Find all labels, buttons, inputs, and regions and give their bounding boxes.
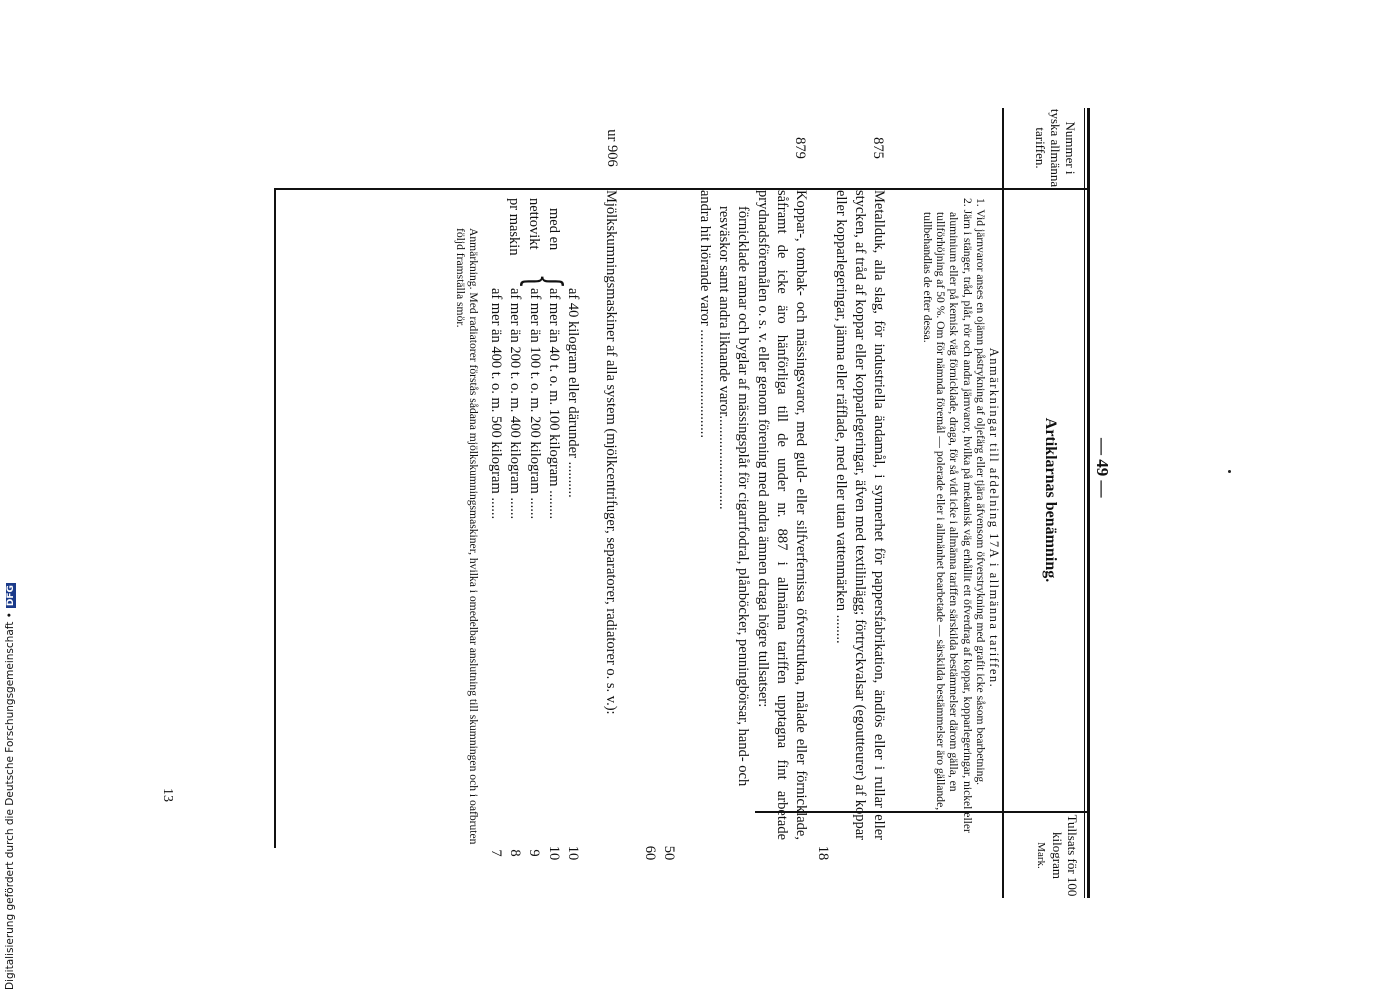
- tariff-number-875: 875: [870, 137, 886, 159]
- header-bottom-rule: [1003, 108, 1005, 898]
- entry-879-text: [695, 190, 810, 840]
- entry-906-sub-3: af mer än 100 t. o. m. 200 kilogram ......: [526, 288, 543, 520]
- dfg-logo: DFG: [6, 585, 16, 607]
- note-17a: [921, 198, 1000, 838]
- entry-906-subs: [486, 288, 582, 848]
- rate-906-4: 8: [507, 849, 523, 857]
- note-17a-item-1: 1. Vid järnvaror anses en ojämn påstrykning af oljefärg eller tjära äfvensom öfverstrykning med grafit icke såsom bearbetning.: [973, 198, 987, 786]
- entry-906-sub-4: af mer än 200 t. o. m. 400 kilogram ......: [507, 288, 524, 520]
- signature-mark: 13: [160, 788, 175, 802]
- tariff-number-906: ur 906: [604, 129, 620, 167]
- header-title-col: Artiklarnas benämning.: [1042, 417, 1059, 583]
- top-double-rule: [1087, 108, 1090, 898]
- curly-brace: {: [516, 273, 572, 289]
- rate-906-2: 10: [546, 845, 562, 861]
- rate-879-sub-1: 50: [661, 845, 677, 861]
- entry-906-description: Mjölkskumningsmaskiner af alla system (mjölkcentrifuger, separatorer, radiatorer o. s. v.):: [603, 190, 619, 715]
- tariff-number-879: 879: [792, 137, 808, 159]
- entry-875-description: Metallduk, alla slag, för industriella ändamål, i synnerhet för pappersfabrikation, ändlös eller i rullar eller stycken, af tråd af koppar eller kopparlegeringar, äfven med textilinlägg; förtryckvalsar (egoutteurer) af koppar eller kopparlegeringar, jämna eller räfflade, med eller utan vattenmärken ........: [832, 190, 887, 840]
- brace-label-2: nettovikt: [526, 198, 542, 250]
- note-906: [454, 228, 480, 848]
- brace-label-1: med en: [546, 208, 562, 251]
- header-rate-unit: Mark.: [1035, 842, 1047, 869]
- rate-906-5: 7: [488, 849, 504, 857]
- header-rate-col: [1033, 813, 1080, 898]
- rate-906-3: 9: [526, 849, 542, 857]
- entry-879-sub-2: andra hit hörande varor ..............................: [696, 190, 713, 439]
- rate-879-sub-2: 60: [642, 845, 658, 861]
- rate-906-1: 10: [565, 845, 581, 861]
- col-divider-1: [276, 188, 1090, 190]
- note-906-text: Anmärkning. Med radiatorer förstås sådana mjölkskumningsmaskiner, hvilka i omedelbar anslutning till skumningen och i oafbruten följd framställa smör.: [453, 228, 480, 845]
- header-rate-label: Tullsats för 100 kilogram: [1050, 814, 1080, 897]
- table-bottom-rule: [275, 188, 277, 848]
- entry-906-sub-1: af 40 kilogram eller därunder ..........: [565, 288, 581, 498]
- brace-label-3: pr maskin: [506, 198, 522, 256]
- entry-875-text: [830, 190, 888, 840]
- top-double-rule-2: [1084, 108, 1085, 898]
- entry-879-sub-1: förnicklade ramar och byglar af mässingsplåt för cigarrfodral, plånböcker, penningbörsar, hand- och resväskor samt andra liknande varor..........................: [716, 206, 752, 787]
- stray-dot: [1228, 470, 1231, 473]
- entry-906-text: [601, 190, 620, 840]
- note-17a-item-2: 2. Järn i stänger, tråd, plåt, rör och andra järnvaror, hvilka på mekanisk väg erhållit ett öfverdrag af koppar, kopparlegeringar, nickel eller aluminium eller på kemisk väg förnicklade, draga, för så vidt icke i allmänna tariffen särskilda bestämmelser därom gälla, en tullförhöjning af 50 %. Om för nämnda föremål — polerade eller i allmänhet bearbetade — särskilda bestämmelser äro gällande, tullbehandlas de efter dessa.: [920, 198, 974, 833]
- header-number-col: Nummer i tyska allmänna tariffen.: [1033, 108, 1078, 188]
- digitization-credit: [4, 583, 16, 990]
- rate-875: 18: [815, 845, 831, 861]
- entry-906-sub-2: af mer än 40 t. o. m. 100 kilogram ........: [545, 288, 562, 520]
- rotated-page: [160, 108, 1112, 898]
- entry-879-description: Koppar-, tombak- och mässingsvaror, med guld- eller silfverfernissa öfverstrukna, målade eller förnicklade, såframt de icke äro hänförliga till de under nr. 887 i allmänna tariffen upptagna fint arbetade prydnadsföremålen o. s. v. eller genom förening med andra ämnen draga högre tullsatser:: [754, 190, 809, 840]
- entry-906-sub-5: af mer än 400 t. o. m. 500 kilogram ......: [488, 288, 505, 520]
- credit-text: Digitalisierung gefördert durch die Deutsche Forschungsgemeinschaft •: [4, 612, 16, 990]
- note-17a-title: Anmärkningar till afdelning 17A i allmänna tariffen.: [987, 347, 1001, 689]
- page-number: — 49 —: [1093, 438, 1112, 498]
